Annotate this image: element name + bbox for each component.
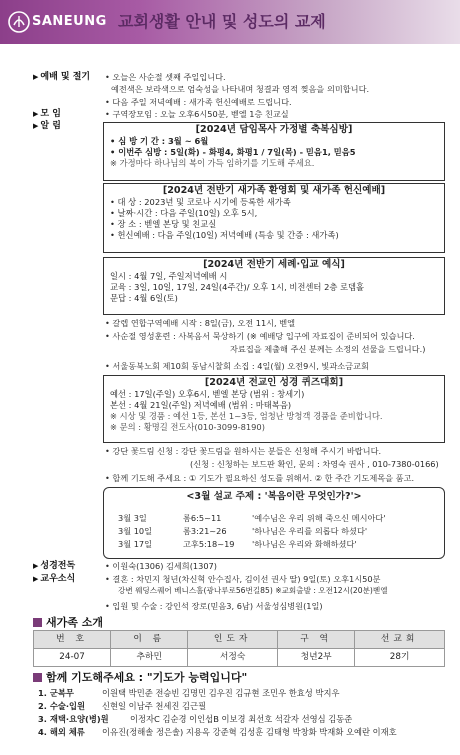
col-district: 구 역 <box>278 631 355 649</box>
cell-name: 추하민 <box>111 649 188 667</box>
new-family-event-target: • 대 상 : 2023년 및 코로나 시기에 등록한 새가족 <box>110 197 291 208</box>
prayer-category: 4. 해외 체류 <box>38 727 85 737</box>
baptism-date: 일시 : 4월 7일, 주일저녁예배 시 <box>110 271 228 282</box>
header-bar <box>0 0 460 44</box>
bible-quiz-title: [2024년 전교인 성경 퀴즈대회] <box>204 377 344 388</box>
new-family-event-service: • 헌신예배 : 다음 주일(10일) 저녁예배 (특송 및 간증 : 새가족) <box>110 229 339 240</box>
col-number: 번 호 <box>34 631 111 649</box>
new-family-event-box <box>103 183 445 253</box>
sermon-date: 3월 17일 <box>118 539 153 549</box>
prayer-names: 이정자C 김순경 이인섭B 이보경 최선호 석갈자 선영심 김동준 <box>130 714 353 724</box>
col-mission: 선교회 <box>355 631 445 649</box>
sermon-scripture: 롬6:5~11 <box>183 513 222 523</box>
square-bullet-icon <box>33 618 42 627</box>
worship-line-3: • 다음 주일 저녁예배 : 새가족 헌신예배로 드립니다. <box>105 97 292 107</box>
worship-line-2: 예전색은 보라색으로 엄숙성을 나타내며 청결과 영적 찢음을 의미합니다. <box>111 84 370 94</box>
pastoral-visit-week: • 이번주 심방 : 5일(화) - 화평4, 화평1 / 7일(목) - 믿음1, 믿음5 <box>110 147 356 158</box>
triangle-bullet-icon: ▶ <box>33 110 39 118</box>
cell-mission: 28기 <box>355 649 445 667</box>
sermon-scripture: 고후5:18~19 <box>183 539 235 549</box>
col-name: 이 름 <box>111 631 188 649</box>
pray-together-notice: • 합께 기도해 주세요 : ① 기도가 필요하신 성도를 위해서. ② 한 주간 기도제목을 품고. <box>105 473 415 483</box>
baptism-education: 교육 : 3일, 10일, 17일, 24일(4주간)/ 오후 1시, 비전센터 2층 로뎀홀 <box>110 282 365 293</box>
bible-quiz-prize: ※ 시상 및 경품 : 예선 1등, 본선 1~3등, 엄청난 방청객 경품을 준비합니다. <box>110 411 383 422</box>
baptism-box <box>103 257 445 315</box>
pastoral-visit-box <box>103 122 445 181</box>
bible-quiz-box <box>103 375 445 443</box>
triangle-bullet-icon: ▶ <box>33 575 39 583</box>
wedding-venue: 강변 웨딩스퀘어 베니스홀(광나루로56번길85) ※교회출발 : 오전12시(20분)벧엘 <box>118 586 388 595</box>
triangle-bullet-icon: ▶ <box>33 73 39 81</box>
prayer-names: 이유진(정해솔 정은솔) 지용옥 강준혁 김성훈 김태형 박창화 박재화 오예란 이재호 <box>102 727 397 737</box>
triangle-bullet-icon: ▶ <box>33 122 39 130</box>
caleb-notice: • 갈렙 연합구역예배 시작 : 8일(금), 오전 11시, 벧엘 <box>105 318 296 328</box>
new-family-heading: 새가족 소개 <box>33 616 103 630</box>
prayer-item <box>38 714 352 725</box>
prayer-item <box>38 701 206 712</box>
sermon-date: 3월 10일 <box>118 526 153 536</box>
cell-district: 청년2부 <box>278 649 355 667</box>
sermon-date: 3월 3일 <box>118 513 147 523</box>
prayer-names: 신현일 이남주 천세진 김근필 <box>102 701 207 711</box>
meeting-text: • 구역장모임 : 오늘 오후6시50분, 벧엘 1층 친교실 <box>105 109 289 119</box>
prayer-item <box>38 727 397 738</box>
bible-reading-text: • 이원숙(1306) 김세희(1307) <box>105 561 217 571</box>
flower-notice: • 강단 꽃드림 신청 : 강단 꽃드림을 원하시는 분들은 신청해 주시기 바랍니다. <box>105 446 382 456</box>
hospital-notice: • 입원 및 수술 : 강인석 장로(믿음3, 6남) 서울성심병원(1일) <box>105 601 323 611</box>
new-family-event-title: [2024년 전반기 새가족 환영회 및 새가족 헌신예배] <box>162 185 386 196</box>
sermon-scripture: 롬3:21~26 <box>183 526 227 536</box>
worship-line-1: • 오늘은 사순절 셋째 주일입니다. <box>105 72 226 82</box>
cell-number: 24-07 <box>34 649 111 667</box>
page-title: 교회생활 안내 및 성도의 교제 <box>118 12 326 31</box>
baptism-title: [2024년 전반기 세례·입교 예식] <box>203 259 345 270</box>
triangle-bullet-icon: ▶ <box>33 562 39 570</box>
pastoral-visit-period: • 심 방 기 간 : 3월 ~ 6월 <box>110 136 209 147</box>
new-family-event-time: • 날짜·시간 : 다음 주일(10일) 오후 5시, <box>110 208 258 219</box>
bible-reading-label: ▶ 성경전독 <box>33 561 76 571</box>
member-news-label: ▶ 교우소식 <box>33 574 76 584</box>
new-family-table <box>33 630 445 667</box>
new-family-header-row <box>34 631 445 649</box>
table-row <box>34 649 445 667</box>
worship-label: ▶ 예배 및 절기 <box>33 72 91 82</box>
church-logo-icon <box>8 11 30 33</box>
lent-notice: • 사순절 영성훈련 : 사복음서 묵상하기 (※ 예배당 입구에 자료집이 준비되어 있습니다. <box>105 331 415 341</box>
flower-notice-detail: (신청 : 신청하는 보드판 확인, 문의 : 차영숙 권사 , 010-7380-0166) <box>190 459 439 469</box>
baptism-interview: 문답 : 4월 6일(토) <box>110 293 178 304</box>
prayer-names: 이원택 박민준 전승빈 김명민 김우진 김규현 조민우 한효성 박지우 <box>102 688 340 698</box>
prayer-item <box>38 688 340 699</box>
pastoral-visit-note: ※ 가정마다 하나님의 복이 가득 임하기를 기도해 주세요. <box>110 158 315 169</box>
notice-label: ▶ 알 림 <box>33 121 61 131</box>
lent-notice-cont: 자료집을 제출해 주신 분께는 소정의 선물을 드립니다.) <box>230 344 426 354</box>
square-bullet-icon <box>33 673 42 682</box>
meeting-label: ▶ 모 임 <box>33 109 61 119</box>
sermon-series-title: <3월 설교 주제 : '복음이란 무엇인가?'> <box>186 491 362 502</box>
bible-quiz-contact: ※ 문의 : 황명길 전도사(010-3099-8190) <box>110 421 265 432</box>
pastoral-visit-title: [2024년 담임목사 가정별 축복심방] <box>195 124 353 135</box>
sermon-topic: '하나님은 우리를 의롭다 하셨다' <box>252 526 368 536</box>
prayer-category: 2. 수술·입원 <box>38 701 86 711</box>
prayer-category: 3. 재택·요양(병)원 <box>38 714 109 724</box>
col-guide: 인도자 <box>188 631 278 649</box>
sermon-topic: '하나님은 우리와 화해하셨다' <box>252 539 357 549</box>
cell-guide: 서정숙 <box>188 649 278 667</box>
new-family-event-place: • 장 소 : 벧엘 본당 및 친교실 <box>110 219 217 230</box>
wedding-notice: • 결혼 : 차민지 청년(차신혁 안수집사, 김이선 권사 딸) 9일(토) 오후1시50분 <box>105 574 381 584</box>
prayer-heading: 함께 기도해주세요 : "기도가 능력입니다" <box>33 671 247 685</box>
bible-quiz-prelim: 예선 : 17일(주일) 오후6시, 벧엘 본당 (범위 : 창세기) <box>110 389 305 400</box>
logo-text: SANEUNG <box>32 14 107 29</box>
prayer-category: 1. 군복무 <box>38 688 74 698</box>
presbytery-notice: • 서울동북노회 제10회 동남시찰회 소집 : 4일(월) 오전9시, 빛과소금교회 <box>105 361 369 371</box>
bible-quiz-final: 본선 : 4월 21일(주일) 저녁예배 (범위 : 마태복음) <box>110 400 292 411</box>
sermon-topic: '예수님은 우리 위해 죽으신 메시아다' <box>252 513 386 523</box>
